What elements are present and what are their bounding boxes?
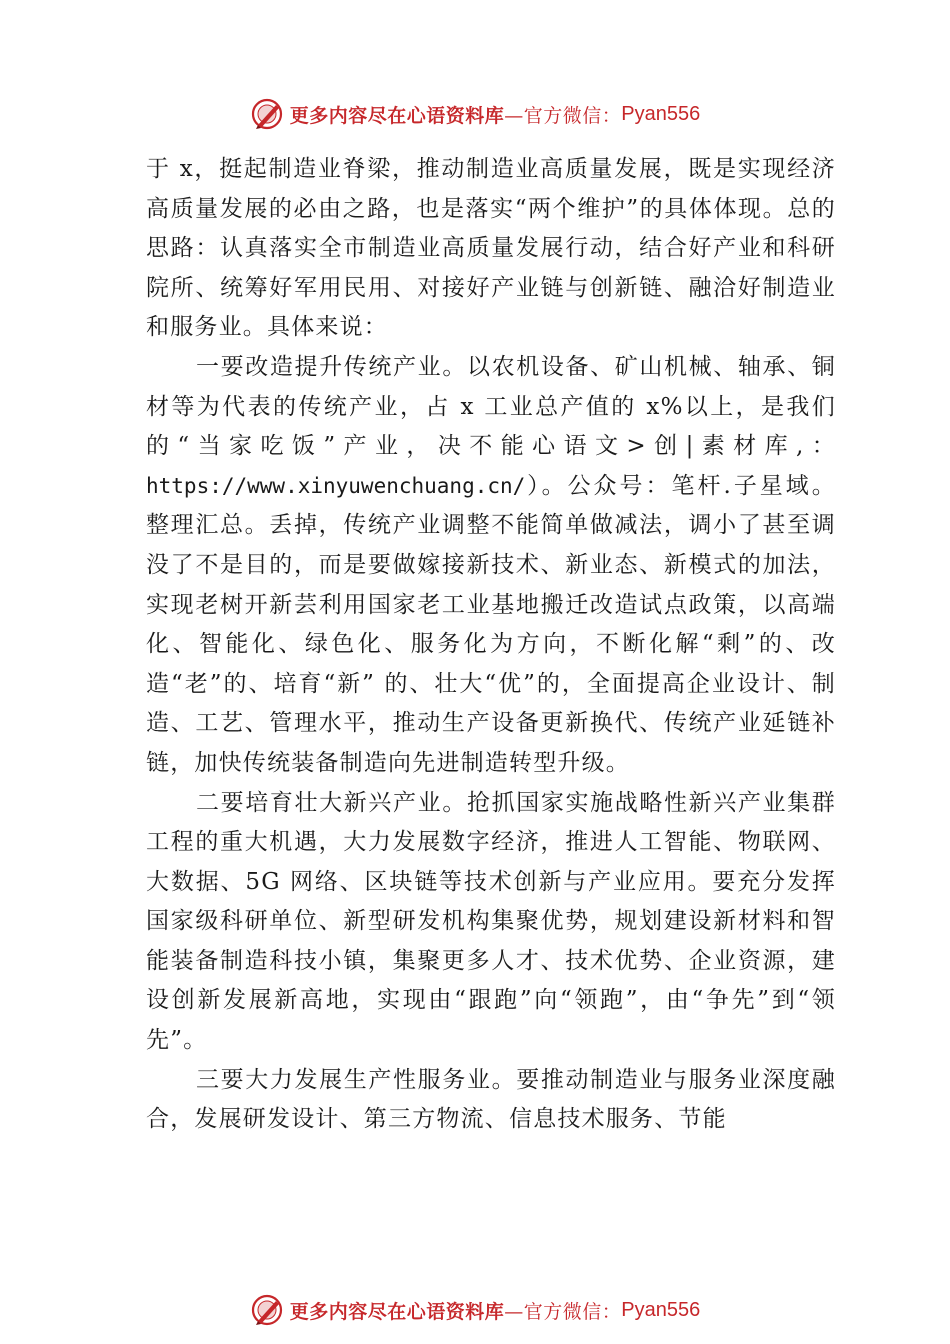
pen-circle-logo-icon bbox=[250, 97, 284, 131]
banner-official-text: —官方微信： bbox=[504, 1300, 622, 1323]
banner-wechat-id: Pyan556 bbox=[621, 1298, 701, 1321]
paragraph-2-before: 一要改造提升传统产业。以农机设备、矿山机械、轴承、铜材等为代表的传统产业，占 x 工业总产值的 x%以上，是我们的“当家吃饭”产业，决不能心语文>创|素材库,： bbox=[146, 353, 836, 460]
pen-circle-logo-icon bbox=[250, 1293, 284, 1327]
source-url: https://www.xinyuwenchuang.cn/ bbox=[146, 473, 526, 498]
header-banner bbox=[0, 94, 950, 134]
banner-promo-text: 更多内容尽在心语资料库 bbox=[289, 1300, 505, 1323]
footer-banner bbox=[0, 1290, 950, 1330]
paragraph-3: 二要培育壮大新兴产业。抢抓国家实施战略性新兴产业集群工程的重大机遇，大力发展数字经济，推进人工智能、物联网、大数据、5G 网络、区块链等技术创新与产业应用。要充分发挥国家级科研单位、新型研发机构集聚优势，规划建设新材料和智能装备制造科技小镇，集聚更多人才、技术优势、企业资源，建设创新发展新高地，实现由“跟跑”向“领跑”，由“争先”到“领先”。 bbox=[146, 789, 836, 1054]
banner-official-text: —官方微信： bbox=[504, 104, 622, 127]
paragraph-1: 于 x，挺起制造业脊梁，推动制造业高质量发展，既是实现经济高质量发展的必由之路，也是落实“两个维护”的具体体现。总的思路：认真落实全市制造业高质量发展行动，结合好产业和科研院所、统筹好军用民用、对接好产业链与创新链、融洽好制造业和服务业。具体来说： bbox=[146, 156, 836, 341]
paragraph-4: 三要大力发展生产性服务业。要推动制造业与服务业深度融合，发展研发设计、第三方物流、信息技术服务、节能 bbox=[146, 1066, 836, 1133]
banner-promo-text: 更多内容尽在心语资料库 bbox=[289, 104, 505, 127]
paragraph-2 bbox=[146, 348, 836, 784]
paragraph-2-after: ）。公众号：笔杆.子星域。整理汇总。丢掉，传统产业调整不能简单做减法，调小了甚至调没了不是目的，而是要做嫁接新技术、新业态、新模式的加法，实现老树开新芸利用国家老工业基地搬迁改造试点政策，以高端化、智能化、绿色化、服务化为方向，不断化解“剩”的、改造“老”的、培育“新” 的、壮大“优”的，全面提高企业设计、制造、工艺、管理水平，推动生产设备更新换代、传统产业延链补链，加快传统装备制造向先进制造转型升级。 bbox=[146, 472, 836, 776]
document-body bbox=[146, 150, 836, 1140]
banner-wechat-id: Pyan556 bbox=[621, 102, 701, 125]
